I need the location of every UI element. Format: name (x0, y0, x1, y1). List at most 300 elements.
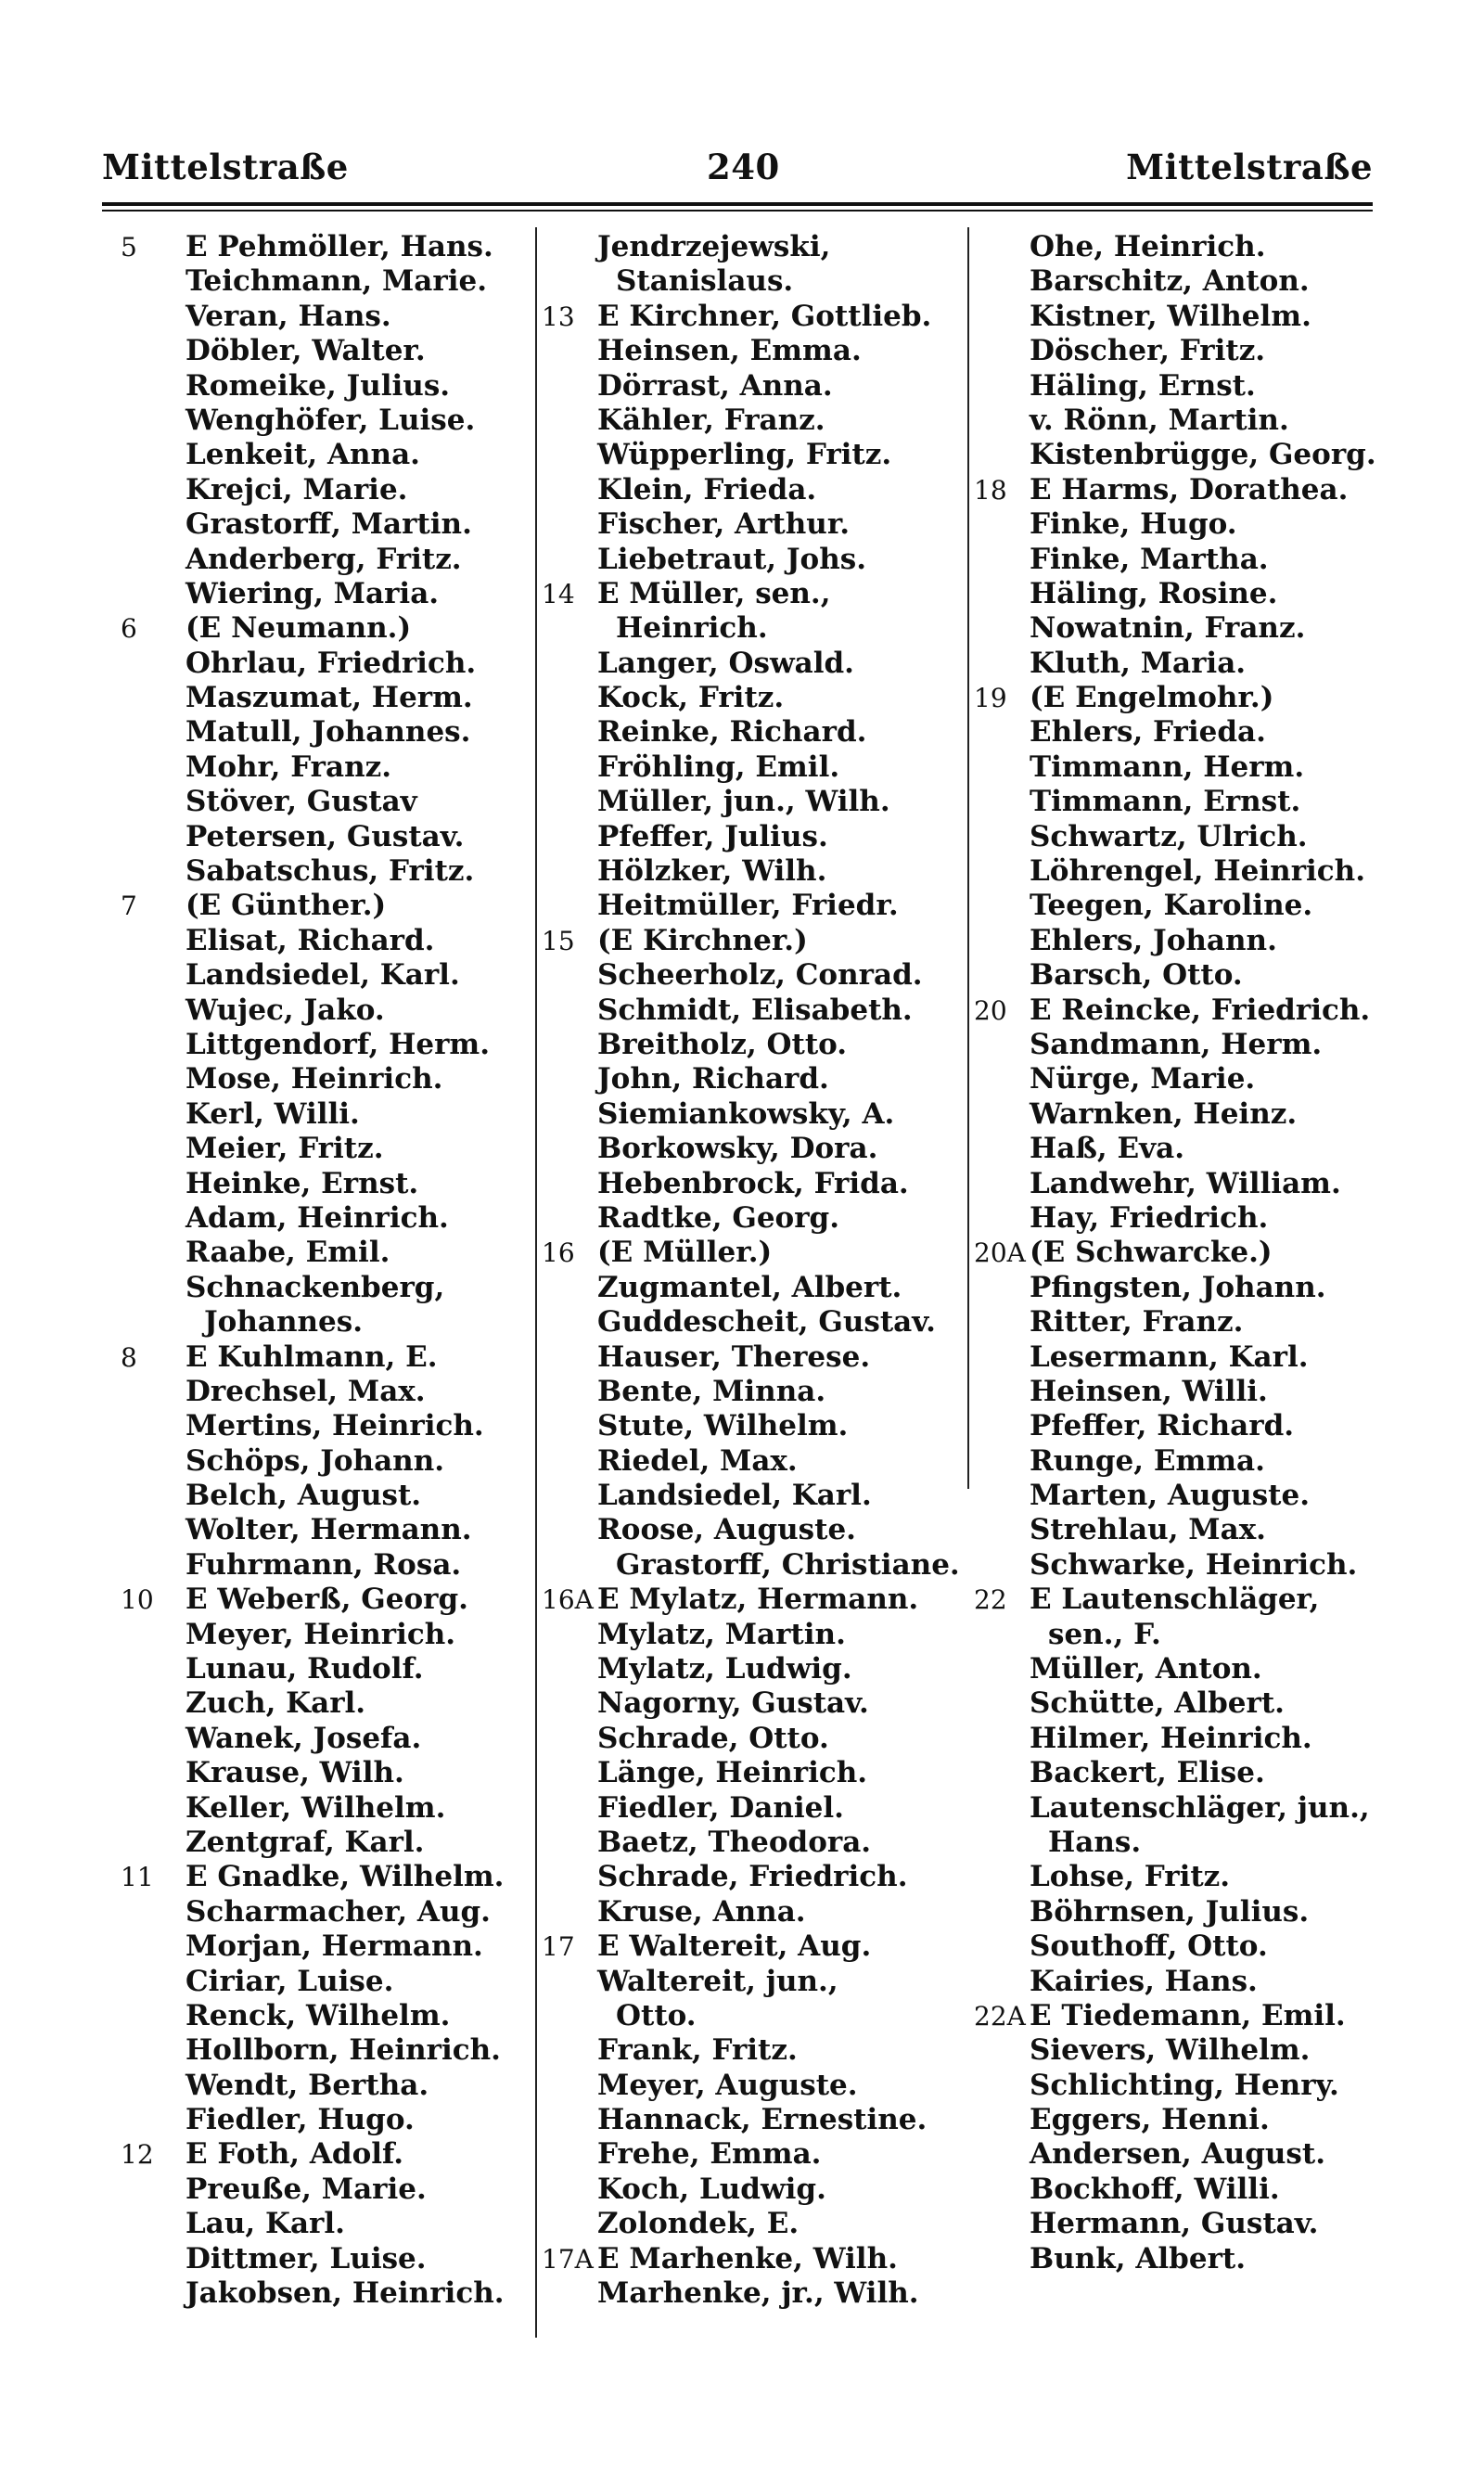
resident-name: Frank, Fritz. (597, 2033, 798, 2068)
resident-name: Meier, Fritz. (186, 1132, 384, 1166)
house-number: 11 (121, 1862, 154, 1893)
resident-entry (542, 1097, 968, 1132)
resident-entry (130, 577, 556, 611)
resident-name: Scharmacher, Aug. (186, 1894, 491, 1929)
resident-name: Schrade, Friedrich. (597, 1860, 908, 1894)
resident-name: Häling, Ernst. (1030, 368, 1256, 403)
resident-entry (542, 715, 968, 750)
resident-name: Langer, Oswald. (597, 646, 854, 680)
resident-entry (130, 1167, 556, 1201)
resident-entry (542, 1722, 968, 1756)
resident-name: Lau, Karl. (186, 2207, 345, 2241)
resident-name: Preuße, Marie. (186, 2172, 427, 2206)
resident-entry (974, 473, 1382, 507)
resident-entry (974, 647, 1382, 681)
resident-name: Kluth, Maria. (1030, 646, 1247, 680)
resident-name: Warnken, Heinz. (1030, 1096, 1298, 1131)
resident-entry (974, 681, 1382, 715)
resident-name: Krejci, Marie. (186, 472, 408, 506)
resident-entry (130, 438, 556, 472)
resident-entry (542, 2103, 968, 2137)
resident-name: E Tiedemann, Emil. (1030, 1998, 1346, 2032)
resident-entry (542, 1201, 968, 1236)
resident-name: (E Müller.) (597, 1236, 773, 1270)
resident-name: Morjan, Hermann. (186, 1929, 483, 1964)
house-number: 5 (121, 232, 137, 263)
resident-name: Borkowsky, Dora. (597, 1132, 878, 1166)
resident-name: Marhenke, jr., Wilh. (597, 2276, 919, 2311)
resident-entry (542, 543, 968, 577)
resident-name: Johannes. (204, 1305, 364, 1340)
resident-name: Elisat, Richard. (186, 923, 435, 957)
resident-entry (130, 1375, 556, 1409)
resident-entry (121, 1340, 556, 1375)
house-number: 14 (542, 578, 575, 609)
resident-name: Kerl, Willi. (186, 1096, 360, 1131)
resident-entry (974, 750, 1382, 785)
house-number: 17 (542, 1931, 575, 1963)
resident-name: Hollborn, Heinrich. (186, 2033, 501, 2068)
resident-entry (974, 924, 1382, 958)
resident-name: Sabatschus, Fritz. (186, 854, 475, 889)
resident-name: Ohrlau, Friedrich. (186, 646, 477, 680)
resident-entry (542, 2242, 968, 2276)
resident-entry (542, 507, 968, 542)
resident-entry (974, 1271, 1382, 1305)
resident-entry (130, 820, 556, 854)
resident-name: Sandmann, Herm. (1030, 1027, 1323, 1061)
resident-name: Nürge, Marie. (1030, 1062, 1256, 1096)
resident-entry (130, 1756, 556, 1790)
resident-entry (130, 1062, 556, 1096)
resident-entry (130, 2069, 556, 2103)
resident-name: E Foth, Adolf. (186, 2137, 404, 2172)
house-number: 7 (121, 891, 137, 922)
resident-name: Pfeffer, Richard. (1030, 1409, 1295, 1443)
resident-entry (542, 1999, 968, 2033)
resident-name: Stute, Wilhelm. (597, 1409, 849, 1443)
resident-name: Heinsen, Emma. (597, 334, 862, 368)
resident-name: Fischer, Arthur. (597, 507, 851, 542)
resident-entry (130, 1652, 556, 1686)
resident-entry (542, 647, 968, 681)
resident-name: Kruse, Anna. (597, 1894, 806, 1929)
resident-name: Wolter, Hermann. (186, 1513, 472, 1547)
resident-entry (542, 577, 968, 611)
resident-entry (130, 507, 556, 542)
resident-name: Wujec, Jako. (186, 993, 385, 1027)
house-number: 20A (974, 1237, 1026, 1269)
resident-entry (130, 300, 556, 334)
resident-entry (974, 2033, 1382, 2068)
resident-name: Fuhrmann, Rosa. (186, 1547, 462, 1582)
resident-entry (542, 1895, 968, 1929)
resident-entry (974, 1444, 1382, 1479)
resident-entry (974, 2242, 1382, 2276)
resident-name: (E Günther.) (186, 889, 387, 923)
resident-name: Mose, Heinrich. (186, 1062, 443, 1096)
resident-entry (974, 2137, 1382, 2172)
resident-name: Breitholz, Otto. (597, 1027, 848, 1061)
resident-entry (542, 2207, 968, 2241)
house-number: 16A (542, 1584, 594, 1616)
column-3 (974, 230, 1382, 2276)
resident-name: Sievers, Wilhelm. (1030, 2033, 1311, 2068)
resident-entry (542, 1409, 968, 1443)
resident-name: Grastorff, Christiane. (616, 1547, 960, 1582)
resident-name: Guddescheit, Gustav. (597, 1305, 936, 1340)
resident-name: E Marhenke, Wilh. (597, 2241, 898, 2275)
resident-name: Finke, Martha. (1030, 542, 1269, 576)
resident-name: Lautenschläger, jun., (1030, 1790, 1370, 1825)
resident-name: E Kirchner, Gottlieb. (597, 299, 932, 333)
resident-entry (974, 1929, 1382, 1964)
resident-entry (130, 647, 556, 681)
resident-name: Belch, August. (186, 1479, 422, 1513)
resident-name: E Mylatz, Hermann. (597, 1583, 919, 1617)
resident-name: Jakobsen, Heinrich. (186, 2276, 505, 2311)
resident-entry (130, 404, 556, 438)
house-number: 15 (542, 925, 575, 956)
resident-name: Wanek, Josefa. (186, 1721, 422, 1755)
resident-entry (542, 1583, 968, 1617)
house-number: 12 (121, 2139, 154, 2171)
resident-entry (130, 1132, 556, 1166)
resident-entry (130, 1791, 556, 1826)
resident-entry (542, 889, 968, 923)
resident-name: Kähler, Franz. (597, 403, 825, 437)
resident-entry (542, 1132, 968, 1166)
resident-entry (542, 1062, 968, 1096)
house-number: 22A (974, 2000, 1026, 2032)
resident-name: Adam, Heinrich. (186, 1200, 449, 1235)
resident-entry (130, 993, 556, 1028)
resident-name: Ohe, Heinrich. (1030, 230, 1266, 263)
resident-entry (542, 334, 968, 368)
resident-entry (542, 1756, 968, 1790)
column-1 (121, 230, 556, 2311)
resident-name: Lohse, Fritz. (1030, 1860, 1231, 1894)
resident-name: Barsch, Otto. (1030, 958, 1243, 993)
resident-entry (542, 2173, 968, 2207)
resident-name: Timmann, Herm. (1030, 750, 1305, 784)
resident-name: sen., F. (1048, 1617, 1161, 1651)
resident-entry (542, 264, 968, 299)
resident-name: Eggers, Henni. (1030, 2103, 1270, 2137)
resident-name: Scheerholz, Conrad. (597, 958, 923, 993)
resident-entry (542, 1791, 968, 1826)
resident-name: Ciriar, Luise. (186, 1964, 394, 1998)
resident-entry (974, 2173, 1382, 2207)
resident-entry (542, 1929, 968, 1964)
resident-name: Finke, Hugo. (1030, 507, 1237, 542)
resident-name: Hebenbrock, Frida. (597, 1166, 909, 1200)
resident-entry (130, 473, 556, 507)
resident-name: Mohr, Franz. (186, 750, 392, 784)
resident-name: Littgendorf, Herm. (186, 1027, 491, 1061)
resident-name: v. Rönn, Martin. (1030, 403, 1289, 437)
resident-name: E Müller, sen., (597, 576, 831, 610)
resident-entry (542, 1652, 968, 1686)
resident-entry (130, 750, 556, 785)
resident-name: Hauser, Therese. (597, 1340, 871, 1374)
resident-name: Radtke, Georg. (597, 1200, 840, 1235)
resident-name: Meyer, Heinrich. (186, 1617, 456, 1651)
resident-entry (974, 334, 1382, 368)
resident-name: Heinrich. (616, 611, 768, 646)
header-left-street: Mittelstraße (102, 147, 349, 187)
resident-name: Schrade, Otto. (597, 1721, 829, 1755)
resident-name: Waltereit, jun., (597, 1964, 838, 1998)
resident-name: Heinke, Ernst. (186, 1166, 419, 1200)
resident-entry (542, 750, 968, 785)
resident-name: Krause, Wilh. (186, 1756, 404, 1790)
resident-name: Döbler, Walter. (186, 334, 426, 368)
resident-name: Zugmantel, Albert. (597, 1270, 902, 1304)
resident-name: E Gnadke, Wilhelm. (186, 1860, 505, 1894)
resident-entry (974, 1340, 1382, 1375)
resident-name: John, Richard. (597, 1062, 829, 1096)
resident-entry (542, 1826, 968, 1860)
resident-entry (974, 820, 1382, 854)
resident-entry (542, 1965, 968, 1999)
resident-entry (974, 369, 1382, 404)
resident-entry (974, 1548, 1382, 1583)
resident-name: Hay, Friedrich. (1030, 1200, 1269, 1235)
resident-entry (542, 1305, 968, 1340)
resident-name: Müller, Anton. (1030, 1652, 1262, 1686)
resident-entry (974, 958, 1382, 993)
resident-name: Hannack, Ernestine. (597, 2103, 928, 2137)
resident-entry (130, 369, 556, 404)
resident-name: Renck, Wilhelm. (186, 1998, 451, 2032)
resident-name: Lenkeit, Anna. (186, 438, 420, 472)
resident-entry (974, 230, 1382, 264)
resident-name: Heitmüller, Friedr. (597, 889, 899, 923)
resident-entry (542, 924, 968, 958)
resident-name: Frehe, Emma. (597, 2137, 822, 2172)
resident-entry (542, 1860, 968, 1894)
house-number: 6 (121, 613, 137, 645)
resident-entry (542, 300, 968, 334)
resident-entry (974, 1513, 1382, 1547)
resident-entry (542, 681, 968, 715)
resident-entry (974, 1583, 1382, 1617)
resident-name: Liebetraut, Johs. (597, 542, 867, 576)
resident-entry (121, 2137, 556, 2172)
resident-entry (974, 889, 1382, 923)
resident-entry (130, 2242, 556, 2276)
resident-entry (121, 889, 556, 923)
resident-entry (542, 438, 968, 472)
resident-name: E Reincke, Friedrich. (1030, 993, 1371, 1027)
resident-entry (542, 473, 968, 507)
resident-entry (130, 1097, 556, 1132)
resident-entry (130, 1686, 556, 1721)
resident-entry (974, 507, 1382, 542)
resident-entry (542, 2276, 968, 2311)
resident-name: Petersen, Gustav. (186, 819, 465, 853)
resident-name: Schmidt, Elisabeth. (597, 993, 913, 1027)
resident-entry (974, 1409, 1382, 1443)
resident-name: Riedel, Max. (597, 1443, 798, 1478)
resident-entry (542, 1375, 968, 1409)
column-2 (542, 230, 968, 2311)
resident-name: Schöps, Johann. (186, 1443, 445, 1478)
resident-name: Wüpperling, Fritz. (597, 438, 892, 472)
resident-name: Hans. (1048, 1825, 1142, 1859)
resident-name: Veran, Hans. (186, 299, 391, 333)
resident-entry (974, 1722, 1382, 1756)
resident-entry (130, 1236, 556, 1270)
resident-name: Landsiedel, Karl. (597, 1479, 872, 1513)
resident-name: Nowatnin, Franz. (1030, 611, 1306, 646)
resident-entry (974, 854, 1382, 889)
resident-entry (974, 2103, 1382, 2137)
resident-name: Mylatz, Ludwig. (597, 1652, 852, 1686)
resident-name: Kairies, Hans. (1030, 1964, 1258, 1998)
resident-entry (130, 1548, 556, 1583)
resident-name: Zentgraf, Karl. (186, 1825, 425, 1859)
resident-entry (121, 230, 556, 264)
resident-name: (E Neumann.) (186, 611, 412, 646)
resident-entry (542, 1167, 968, 1201)
resident-entry (130, 1201, 556, 1236)
resident-entry (974, 785, 1382, 819)
resident-name: Southoff, Otto. (1030, 1929, 1268, 1964)
resident-name: Bente, Minna. (597, 1374, 826, 1408)
resident-entry (542, 820, 968, 854)
resident-name: (E Engelmohr.) (1030, 681, 1274, 715)
resident-entry (130, 1965, 556, 1999)
resident-name: Baetz, Theodora. (597, 1825, 872, 1859)
resident-name: Pfeffer, Julius. (597, 819, 828, 853)
page-header (102, 139, 1373, 195)
resident-entry (974, 577, 1382, 611)
resident-name: Reinke, Richard. (597, 715, 867, 750)
house-number: 22 (974, 1584, 1007, 1616)
resident-entry (974, 543, 1382, 577)
resident-name: E Kuhlmann, E. (186, 1340, 438, 1374)
resident-name: Bunk, Albert. (1030, 2241, 1247, 2275)
resident-name: Schlichting, Henry. (1030, 2068, 1339, 2102)
resident-entry (130, 1305, 556, 1340)
resident-name: Stanislaus. (616, 264, 794, 299)
resident-entry (130, 2276, 556, 2311)
resident-name: Häling, Rosine. (1030, 576, 1278, 610)
resident-name: Böhrnsen, Julius. (1030, 1894, 1310, 1929)
resident-name: Keller, Wilhelm. (186, 1790, 446, 1825)
resident-name: Wendt, Bertha. (186, 2068, 429, 2102)
resident-entry (130, 958, 556, 993)
resident-entry (130, 785, 556, 819)
resident-name: Hilmer, Heinrich. (1030, 1721, 1312, 1755)
resident-name: Siemiankowsky, A. (597, 1096, 895, 1131)
resident-name: Schnackenberg, (186, 1270, 445, 1304)
house-number: 18 (974, 474, 1007, 506)
resident-entry (974, 1201, 1382, 1236)
resident-name: Otto. (616, 1998, 697, 2032)
resident-entry (130, 2207, 556, 2241)
resident-name: Heinsen, Willi. (1030, 1374, 1268, 1408)
resident-entry (130, 1722, 556, 1756)
resident-name: Fiedler, Daniel. (597, 1790, 844, 1825)
resident-name: Marten, Auguste. (1030, 1479, 1310, 1513)
resident-name: Klein, Frieda. (597, 472, 817, 506)
resident-name: Fiedler, Hugo. (186, 2103, 415, 2137)
resident-name: Barschitz, Anton. (1030, 264, 1310, 299)
resident-name: Teichmann, Marie. (186, 264, 488, 299)
resident-entry (542, 1618, 968, 1652)
resident-entry (542, 2069, 968, 2103)
resident-name: Schwartz, Ulrich. (1030, 819, 1308, 853)
page-number: 240 (707, 147, 780, 187)
resident-entry (121, 1860, 556, 1894)
house-number: 10 (121, 1584, 154, 1616)
resident-name: Wiering, Maria. (186, 576, 440, 610)
resident-name: Dittmer, Luise. (186, 2241, 427, 2275)
resident-name: Stöver, Gustav (186, 785, 417, 819)
resident-entry (974, 993, 1382, 1028)
resident-name: Teegen, Karoline. (1030, 889, 1313, 923)
resident-name: Zolondek, E. (597, 2207, 800, 2241)
resident-name: Maszumat, Herm. (186, 681, 473, 715)
resident-name: Länge, Heinrich. (597, 1756, 868, 1790)
resident-entry (130, 1444, 556, 1479)
resident-entry (974, 1305, 1382, 1340)
header-rule-thin (102, 210, 1373, 212)
resident-name: Strehlau, Max. (1030, 1513, 1266, 1547)
resident-entry (974, 1791, 1382, 1826)
resident-name: Löhrengel, Heinrich. (1030, 854, 1366, 889)
resident-entry (974, 1028, 1382, 1062)
resident-name: E Harms, Dorathea. (1030, 472, 1349, 506)
resident-entry (974, 1375, 1382, 1409)
resident-name: Nagorny, Gustav. (597, 1686, 869, 1721)
resident-entry (542, 369, 968, 404)
resident-entry (974, 1895, 1382, 1929)
resident-name: (E Kirchner.) (597, 923, 808, 957)
resident-name: E Waltereit, Aug. (597, 1929, 872, 1964)
resident-entry (974, 438, 1382, 472)
house-number: 8 (121, 1341, 137, 1373)
resident-entry (130, 1999, 556, 2033)
resident-entry (974, 1999, 1382, 2033)
resident-name: Mylatz, Martin. (597, 1617, 846, 1651)
resident-name: Roose, Auguste. (597, 1513, 856, 1547)
resident-entry (542, 1686, 968, 1721)
resident-entry (542, 958, 968, 993)
resident-name: Hermann, Gustav. (1030, 2207, 1319, 2241)
resident-entry (974, 1236, 1382, 1270)
resident-entry (974, 1618, 1382, 1652)
resident-name: Bockhoff, Willi. (1030, 2172, 1280, 2206)
resident-name: Döscher, Fritz. (1030, 334, 1266, 368)
resident-entry (130, 1479, 556, 1513)
house-number: 20 (974, 994, 1007, 1026)
resident-name: E Lautenschläger, (1030, 1583, 1320, 1617)
resident-name: Ehlers, Johann. (1030, 923, 1277, 957)
resident-name: Ritter, Franz. (1030, 1305, 1244, 1340)
resident-entry (130, 543, 556, 577)
resident-entry (130, 1513, 556, 1547)
resident-entry (974, 2069, 1382, 2103)
resident-entry (542, 1236, 968, 1270)
house-number: 17A (542, 2243, 594, 2275)
resident-entry (542, 1028, 968, 1062)
resident-name: Kistner, Wilhelm. (1030, 299, 1311, 333)
resident-entry (121, 611, 556, 646)
